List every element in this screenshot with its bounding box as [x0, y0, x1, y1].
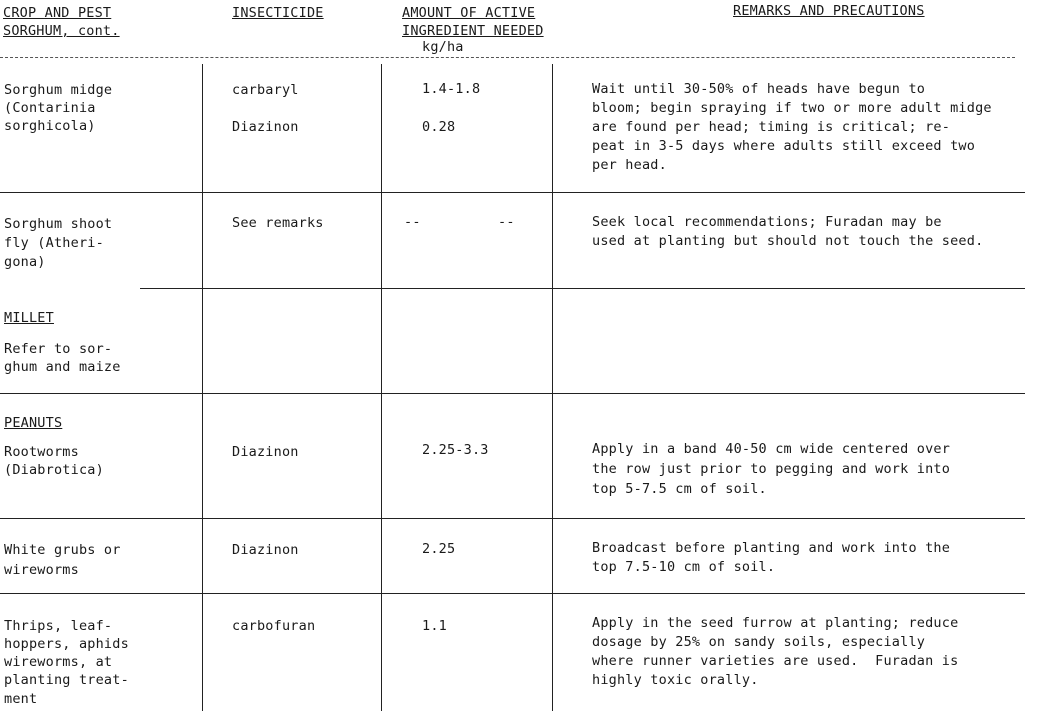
row-separator-4	[0, 518, 1025, 519]
row2-amount-1: --	[404, 214, 421, 230]
header-amount-unit: kg/ha	[422, 39, 464, 55]
row2-insecticide-1: See remarks	[232, 215, 324, 231]
row4-insecticide-1: Diazinon	[232, 444, 299, 460]
row-separator-3	[0, 393, 1025, 394]
row3-pest-line1: Refer to sor-	[4, 341, 113, 357]
row6-remarks-4: highly toxic orally.	[592, 672, 759, 688]
header-rule	[0, 57, 1015, 59]
row6-pest-line4: planting treat-	[4, 672, 129, 688]
row6-amount-1: 1.1	[422, 618, 447, 634]
row6-remarks-3: where runner varieties are used. Furadan is	[592, 653, 959, 669]
row1-remarks-5: per head.	[592, 157, 667, 173]
header-insecticide: INSECTICIDE	[232, 5, 324, 21]
row1-remarks-4: peat in 3-5 days where adults still exceed two	[592, 138, 976, 154]
row5-amount-1: 2.25	[422, 541, 456, 557]
row1-remarks-1: Wait until 30-50% of heads have begun to	[592, 81, 926, 97]
row2-pest-line1: Sorghum shoot	[4, 216, 113, 232]
row6-pest-line5: ment	[4, 691, 38, 707]
row6-pest-line3: wireworms, at	[4, 654, 113, 670]
row4-amount-1: 2.25-3.3	[422, 442, 489, 458]
row1-remarks-3: are found per head; timing is critical; re-	[592, 119, 951, 135]
row1-insecticide-1: carbaryl	[232, 82, 299, 98]
row5-pest-line2: wireworms	[4, 562, 79, 578]
row1-insecticide-2: Diazinon	[232, 119, 299, 135]
row5-remarks-1: Broadcast before planting and work into the	[592, 540, 951, 556]
header-crop-pest-1: CROP AND PEST	[3, 5, 112, 21]
row2-amount-2: --	[498, 214, 515, 230]
row6-pest-line1: Thrips, leaf-	[4, 618, 113, 634]
row1-amount-1: 1.4-1.8	[422, 81, 481, 97]
row6-remarks-1: Apply in the seed furrow at planting; reduce	[592, 615, 959, 631]
row3-section-title: MILLET	[4, 310, 54, 326]
row4-pest-line2: (Diabrotica)	[4, 462, 104, 478]
row4-section-title: PEANUTS	[4, 415, 63, 431]
row6-pest-line2: hoppers, aphids	[4, 636, 129, 652]
header-remarks: REMARKS AND PRECAUTIONS	[733, 3, 925, 19]
row4-remarks-3: top 5-7.5 cm of soil.	[592, 481, 767, 497]
column-divider-3	[552, 64, 553, 711]
row4-remarks-2: the row just prior to pegging and work into	[592, 461, 951, 477]
header-amount-1: AMOUNT OF ACTIVE	[402, 5, 536, 21]
row1-remarks-2: bloom; begin spraying if two or more adult midge	[592, 100, 992, 116]
row1-pest-line1: Sorghum midge	[4, 82, 113, 98]
row1-amount-2: 0.28	[422, 119, 456, 135]
row2-pest-line2: fly (Atheri-	[4, 235, 104, 251]
row2-pest-line3: gona)	[4, 254, 46, 270]
row-separator-2	[140, 288, 1025, 289]
row2-remarks-1: Seek local recommendations; Furadan may be	[592, 214, 942, 230]
row6-remarks-2: dosage by 25% on sandy soils, especially	[592, 634, 926, 650]
column-divider-1	[202, 64, 203, 711]
column-divider-2	[381, 64, 382, 711]
row5-remarks-2: top 7.5-10 cm of soil.	[592, 559, 776, 575]
row3-pest-line2: ghum and maize	[4, 359, 121, 375]
header-amount-2: INGREDIENT NEEDED	[402, 23, 544, 39]
row1-pest-line2: (Contarinia	[4, 100, 96, 116]
row4-pest-line1: Rootworms	[4, 444, 79, 460]
row5-pest-line1: White grubs or	[4, 542, 121, 558]
row-separator-5	[0, 593, 1025, 594]
row-separator-1	[0, 192, 1025, 193]
header-crop-pest-2: SORGHUM, cont.	[3, 23, 120, 39]
row1-pest-line3: sorghicola)	[4, 118, 96, 134]
row2-remarks-2: used at planting but should not touch the seed.	[592, 233, 984, 249]
row6-insecticide-1: carbofuran	[232, 618, 316, 634]
row5-insecticide-1: Diazinon	[232, 542, 299, 558]
row4-remarks-1: Apply in a band 40-50 cm wide centered over	[592, 441, 951, 457]
